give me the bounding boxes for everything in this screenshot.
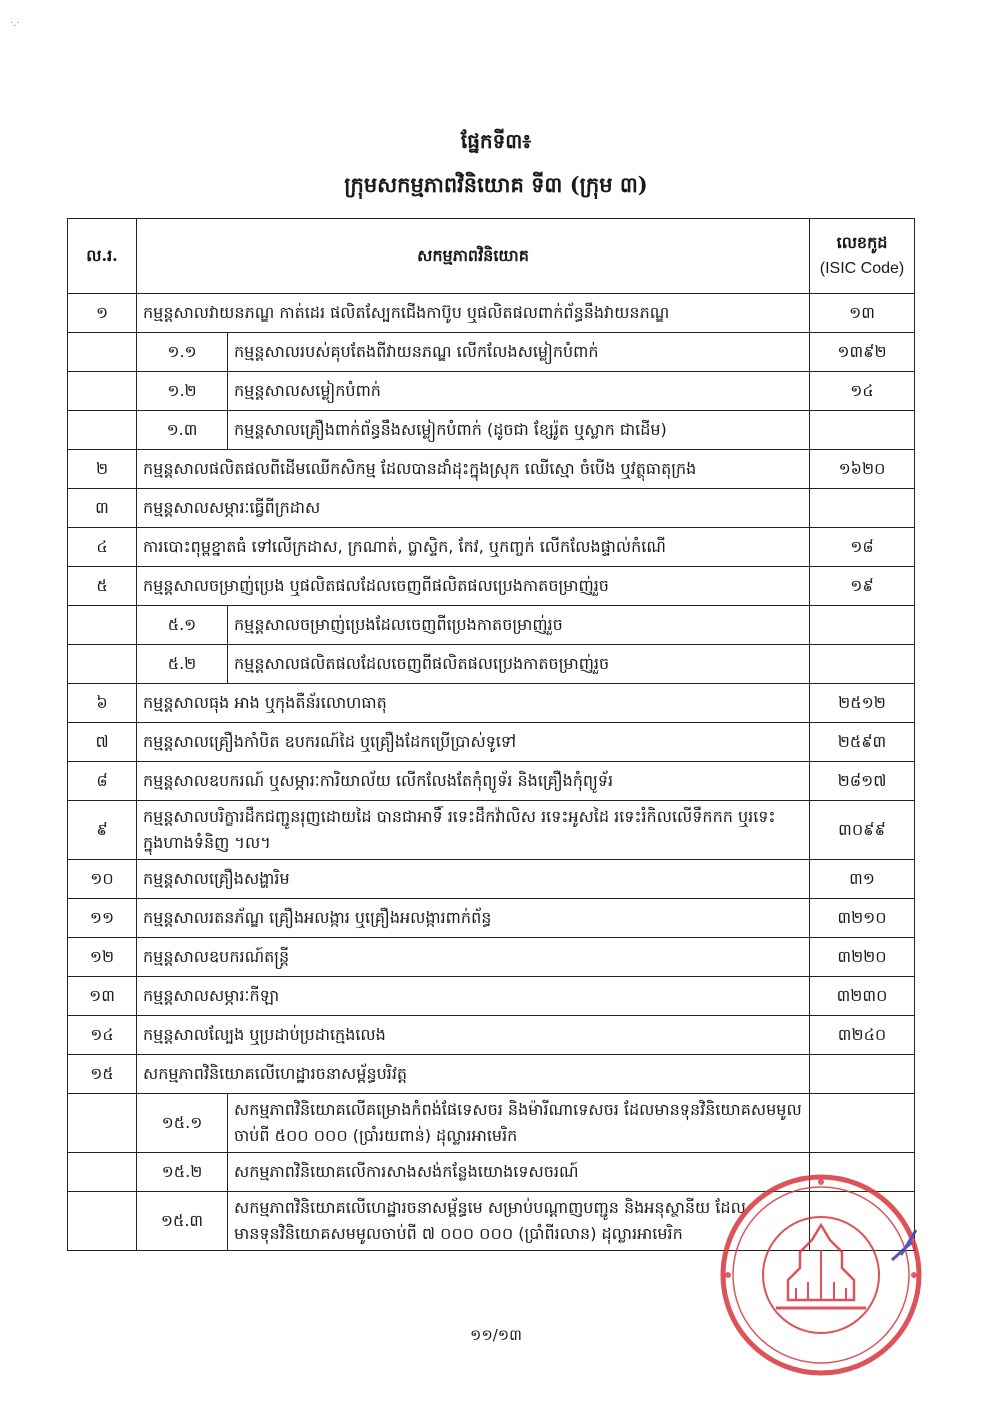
activity-text: កម្មន្តសាលរបស់គុបតែងពីវាយនភណ្ឌ លើកលែងសម្លៀកបំពាក់ [234, 342, 599, 361]
sub-activity-cell [137, 645, 810, 684]
sub-activity-cell [137, 1094, 810, 1153]
isic-code-cell [810, 645, 915, 684]
sub-number: ១.២ [137, 372, 228, 410]
row-number: ៣ [68, 489, 137, 528]
table-row [68, 762, 915, 801]
table-row [68, 1094, 915, 1153]
isic-code-cell: ៣១ [810, 860, 915, 899]
indent-cell [68, 1153, 137, 1192]
indent-cell [68, 372, 137, 411]
isic-code-cell [810, 1094, 915, 1153]
row-number: ៥ [68, 567, 137, 606]
investment-activity-table [67, 218, 915, 1251]
activity-cell: កម្មន្តសាលគ្រឿងសង្ហារិម [137, 860, 810, 899]
table-row [68, 411, 915, 450]
table-row [68, 489, 915, 528]
sub-activity-cell [137, 1192, 810, 1251]
sub-number: ៥.២ [137, 645, 228, 683]
row-number: ១៥ [68, 1055, 137, 1094]
header-activity: សកម្មភាពវិនិយោគ [137, 219, 810, 294]
sub-activity-cell [137, 411, 810, 450]
official-seal-icon [716, 1170, 926, 1380]
table-row [68, 938, 915, 977]
activity-cell: កម្មន្តសាលឧបករណ៍ ឬសម្ភារៈការិយាល័យ លើកលែងតែកុំព្យូទ័រ និងគ្រឿងកុំព្យូទ័រ [137, 762, 810, 801]
table-row [68, 977, 915, 1016]
activity-text: សកម្មភាពវិនិយោគលើការសាងសង់កន្លែងយោងទេសចរណ៍ [234, 1162, 579, 1181]
row-number: ៤ [68, 528, 137, 567]
table-row [68, 723, 915, 762]
table-row [68, 450, 915, 489]
activity-cell: សកម្មភាពវិនិយោគលើហេដ្ឋារចនាសម្ព័ន្ធបរិវត្ត [137, 1055, 810, 1094]
isic-code-cell: ២៥៩៣ [810, 723, 915, 762]
indent-cell [68, 1192, 137, 1251]
sub-activity-cell [137, 606, 810, 645]
indent-cell [68, 1094, 137, 1153]
indent-cell [68, 645, 137, 684]
table-row [68, 294, 915, 333]
table-row [68, 333, 915, 372]
table-row [68, 645, 915, 684]
row-number: ១៣ [68, 977, 137, 1016]
sub-activity-cell [137, 333, 810, 372]
isic-code-cell: ១៩ [810, 567, 915, 606]
table-body [68, 294, 915, 1251]
scan-mark: ·.· [10, 18, 20, 29]
group-heading: ក្រុមសកម្មភាពវិនិយោគ ទី៣ (ក្រុម ៣) [344, 172, 648, 197]
header-code-label: លេខកូដ [836, 233, 888, 252]
sub-number: ៥.១ [137, 606, 228, 644]
activity-cell: កម្មន្តសាលបរិក្ខារដឹកជញ្ជូនរុញដោយដៃ បានជាអាទិ៍ រទេះដឹកវ៉ាលិស រទេះអូសដៃ រទេះរំកិលលើទឹកកក ឬរទេះក្នុងហាងទំនិញ ។ល។ [137, 801, 810, 860]
activity-text: កម្មន្តសាលសម្លៀកបំពាក់ [234, 381, 381, 400]
header-code-sub: (ISIC Code) [819, 260, 905, 277]
table-row [68, 801, 915, 860]
isic-code-cell [810, 1055, 915, 1094]
table-row [68, 1016, 915, 1055]
row-number: ៩ [68, 801, 137, 860]
isic-code-cell: ១៣ [810, 294, 915, 333]
activity-cell: កម្មន្តសាលវាយនភណ្ឌ កាត់ដេរ ផលិតស្បែកជើងកាប៊ូប ឬផលិតផលពាក់ព័ន្ធនឹងវាយនភណ្ឌ [137, 294, 810, 333]
sub-number: ១៥.១ [137, 1094, 228, 1152]
isic-code-cell: ៣២៣០ [810, 977, 915, 1016]
sub-activity-cell [137, 372, 810, 411]
part-heading: ផ្នែកទី៣៖ [460, 129, 532, 153]
row-number: ២ [68, 450, 137, 489]
activity-text: សកម្មភាពវិនិយោគលើគម្រោងកំពង់ផែទេសចរ និងម៉ារីណាទេសចរ ដែលមានទុនវិនិយោគសមមូលចាប់ពី ៥០០ ០០០ (ប្រាំរយពាន់) ដុល្លារអាមេរិក [234, 1100, 802, 1145]
table-row [68, 372, 915, 411]
isic-code-cell: ១៨ [810, 528, 915, 567]
row-number: ១០ [68, 860, 137, 899]
isic-code-cell [810, 606, 915, 645]
indent-cell [68, 606, 137, 645]
table-row [68, 606, 915, 645]
isic-code-cell: ២៨១៧ [810, 762, 915, 801]
isic-code-cell: ១៤ [810, 372, 915, 411]
activity-cell: កម្មន្តសាលសម្ភារៈកីឡា [137, 977, 810, 1016]
sub-number: ១.៣ [137, 411, 228, 449]
table-row [68, 1055, 915, 1094]
activity-text: កម្មន្តសាលគ្រឿងពាក់ព័ន្ធនឹងសម្លៀកបំពាក់ (ដូចជា ខ្សែរ៉ូត ឬស្លាក ជាដើម) [234, 420, 667, 439]
sub-activity-cell [137, 1153, 810, 1192]
row-number: ៨ [68, 762, 137, 801]
activity-cell: កម្មន្តសាលរតនភ័ណ្ឌ គ្រឿងអលង្ការ ឬគ្រឿងអលង្ការពាក់ព័ន្ធ [137, 899, 810, 938]
header-no: ល.រ. [68, 219, 137, 294]
activity-text: កម្មន្តសាលចម្រាញ់ប្រេងដែលចេញពីប្រេងកាតចម្រាញ់រួច [234, 615, 563, 634]
table-row [68, 567, 915, 606]
page-number: ១១/១៣ [470, 1326, 522, 1344]
indent-cell [68, 411, 137, 450]
row-number: ១១ [68, 899, 137, 938]
row-number: ១ [68, 294, 137, 333]
row-number: ១២ [68, 938, 137, 977]
sub-number: ១.១ [137, 333, 228, 371]
table-row [68, 684, 915, 723]
isic-code-cell: ៣០៩៩ [810, 801, 915, 860]
isic-code-cell: ៣២១០ [810, 899, 915, 938]
isic-code-cell [810, 411, 915, 450]
activity-cell: កម្មន្តសាលឧបករណ៍តន្ត្រី [137, 938, 810, 977]
activity-text: សកម្មភាពវិនិយោគលើហេដ្ឋារចនាសម្ព័ន្ធមេ សម្រាប់បណ្តាញបញ្ជូន និងអនុស្ថានីយ ដែលមានទុនវិនិយោគសមមូលចាប់ពី ៧ ០០០ ០០០ (ប្រាំពីរលាន) ដុល្លារអាមេរិក [234, 1198, 746, 1243]
isic-code-cell: ១៣៩២ [810, 333, 915, 372]
activity-cell: កម្មន្តសាលធុង អាង ឬកុងតឺន័រលោហធាតុ [137, 684, 810, 723]
row-number: ១៤ [68, 1016, 137, 1055]
header-code [810, 219, 915, 294]
row-number: ៧ [68, 723, 137, 762]
activity-cell: កម្មន្តសាលសម្ភារៈធ្វើពីក្រដាស [137, 489, 810, 528]
isic-code-cell: ២៥១២ [810, 684, 915, 723]
isic-code-cell: ៣២២០ [810, 938, 915, 977]
activity-cell: កម្មន្តសាលល្បែង ឬប្រដាប់ប្រដាក្មេងលេង [137, 1016, 810, 1055]
row-number: ៦ [68, 684, 137, 723]
activity-cell: កម្មន្តសាលផលិតផលពីដើមឈើកសិកម្ម ដែលបានដាំដុះក្នុងស្រុក ឈើស្មោ ចំបើង ឬវត្ថុធាតុក្រង [137, 450, 810, 489]
activity-text: កម្មន្តសាលផលិតផលដែលចេញពីផលិតផលប្រេងកាតចម្រាញ់រួច [234, 654, 610, 673]
activity-cell: ការបោះពុម្ពខ្នាតធំ ទៅលើក្រដាស, ក្រណាត់, ប្លាស្ទិក, កែវ, ឬកញ្ចក់ លើកលែងផ្ទាល់កំណើ [137, 528, 810, 567]
table-row [68, 899, 915, 938]
table-row [68, 528, 915, 567]
isic-code-cell [810, 489, 915, 528]
isic-code-cell: ១៦២០ [810, 450, 915, 489]
sub-number: ១៥.២ [137, 1153, 228, 1191]
indent-cell [68, 333, 137, 372]
activity-cell: កម្មន្តសាលចម្រាញ់ប្រេង ឬផលិតផលដែលចេញពីផលិតផលប្រេងកាតចម្រាញ់រួច [137, 567, 810, 606]
isic-code-cell: ៣២៤០ [810, 1016, 915, 1055]
table-row [68, 860, 915, 899]
activity-cell: កម្មន្តសាលគ្រឿងកាំបិត ឧបករណ៍ដៃ ឬគ្រឿងដែកប្រើប្រាស់ទូទៅ [137, 723, 810, 762]
sub-number: ១៥.៣ [137, 1192, 228, 1250]
table-header-row [68, 219, 915, 294]
